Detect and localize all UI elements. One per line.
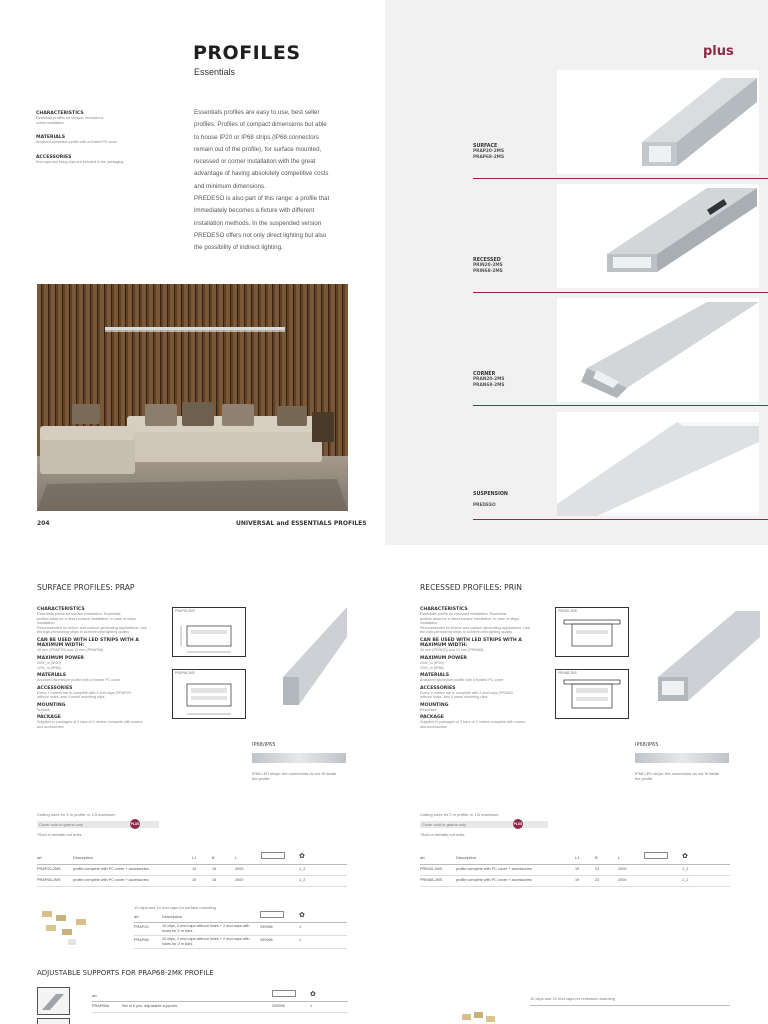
table-cell: 299956 <box>260 925 273 929</box>
spec-title: MAXIMUM POWER <box>420 656 467 661</box>
spec-title: PACKAGE <box>420 715 444 720</box>
table-header-cell: B <box>595 855 598 860</box>
spec-text: and accessories <box>420 724 447 729</box>
table-cell: 19 <box>192 867 197 871</box>
category-suspension <box>473 492 768 509</box>
table-cell: 1_2 <box>299 867 306 871</box>
surface-section-title: SURFACE PROFILES: PRAP <box>37 583 135 592</box>
package-icon: ✿ <box>299 912 305 919</box>
recessed-product-table <box>420 855 730 887</box>
table-cell: holes for 2 m bars <box>162 929 193 933</box>
ip-note <box>635 771 735 781</box>
spec-title: PACKAGE <box>37 715 61 720</box>
drawing-caption: PRAP20-2MS <box>175 609 195 613</box>
clips-photo <box>38 905 96 947</box>
category-divider <box>473 519 768 520</box>
table-cell: 23 <box>595 867 600 871</box>
barcode-icon <box>644 852 668 859</box>
ip-note <box>252 771 352 781</box>
cover-bar-label: Cover sold in grams only <box>39 822 84 827</box>
spec-text: installation. <box>420 621 439 625</box>
side-block-title: ACCESSORIES <box>36 155 72 160</box>
led-strip-photo <box>635 753 729 763</box>
section-drawing-icon <box>556 608 628 656</box>
recessed-drawing-ip20 <box>555 607 629 657</box>
table-cell: 2000 <box>235 878 244 882</box>
section-drawing-icon <box>556 670 628 718</box>
ip-note-line: the profile <box>252 776 270 781</box>
table-cell: 299906 <box>272 1004 285 1008</box>
page-subtitle: Essentials <box>194 67 236 77</box>
cover-bar-label: Cover sold in grams only <box>422 822 467 827</box>
table-header-cell: L1 <box>192 855 197 860</box>
support-photo <box>37 987 70 1015</box>
spec-title: ACCESSORIES <box>37 685 73 691</box>
intro-line: Essentials profiles are easy to use, best seller <box>194 109 320 116</box>
table-cell: 1 <box>299 925 302 929</box>
spec-text: 10 mm (PRAP20) and 12 mm (PRAP68) <box>37 647 103 652</box>
surface-drawing-ip68 <box>172 669 246 719</box>
category-code: PRIN68-2MS <box>473 269 503 274</box>
spec-text: Anodized aluminium profile with a frosted PC cover <box>420 678 504 682</box>
recessed-spec-list <box>420 607 548 729</box>
intro-line: PREDESO is also part of this range: a profile that <box>194 195 330 203</box>
table-header-cell: Description <box>162 914 183 919</box>
spec-text: 12W_m (IP68) <box>37 665 61 670</box>
ip-rating-label: IP68/IP65 <box>252 742 276 748</box>
table-header-cell: L <box>235 855 238 860</box>
intro-line: remain out of the profile), for surface mounted, <box>194 145 322 153</box>
spec-title: CAN BE USED WITH LED STRIPS WITH A MAXIMUM WIDTH: <box>37 637 139 648</box>
category-title: SURFACE <box>473 144 498 149</box>
intro-line: advantage of having absolutely competitive costs <box>194 170 329 178</box>
category-recessed <box>473 258 768 275</box>
spec-text: Essentials profile for surface installation. Essentials <box>37 612 121 616</box>
spec-text: Recommended for indoor and outdoor generating applications. Use <box>37 625 147 630</box>
accessories-block <box>36 155 146 165</box>
spec-title: ACCESSORIES <box>420 685 456 691</box>
spec-text: 12W_m (IP68) <box>420 665 444 670</box>
living-room-photo <box>37 284 348 511</box>
barcode-icon <box>272 990 296 997</box>
side-block-title: CHARACTERISTICS <box>36 111 84 116</box>
characteristics-block <box>36 111 146 125</box>
table-cell: 23 <box>595 878 600 882</box>
table-cell: 1_2 <box>299 878 306 882</box>
recessed-drawing-ip68 <box>555 669 629 719</box>
table-cell: 10 clips, 2 end caps without holes + 2 end caps with <box>162 924 250 928</box>
table-cell: PRAP68 <box>134 938 149 942</box>
section-drawing-icon <box>173 670 245 718</box>
intro-line: the possibility of indirect lighting. <box>194 244 283 252</box>
clips-illustration <box>458 1008 508 1024</box>
intro-paragraph <box>194 107 348 255</box>
spec-text: Anodized aluminium profile with a frosted PC cover <box>37 678 121 682</box>
table-header-cell: art <box>134 914 139 919</box>
side-block-text: Essentials profiles for surface, recessed or <box>36 116 104 120</box>
page-title: PROFILES <box>193 42 301 64</box>
cutting-rule-text: Cutting rules for 2 m profile: in 1/3 maximum <box>37 812 116 817</box>
spec-text: Every 2 meters bar is complete with 2 end caps (PRAP20 <box>37 690 131 695</box>
table-cell: 299996 <box>260 938 273 942</box>
intro-line: PREDESO offers not only direct lighting but also <box>194 231 327 239</box>
spec-text: without holes, and 4 metal mounting clips <box>37 695 105 699</box>
category-code: PRAN68-2MS <box>473 383 505 388</box>
table-header <box>134 914 347 922</box>
table-cell: 2000 <box>618 867 627 871</box>
spec-title: MAXIMUM POWER <box>37 656 84 661</box>
table-header <box>92 993 348 1001</box>
table-cell: PRAP68A <box>92 1004 110 1008</box>
drawing-caption: PRAP68-2MS <box>175 671 195 675</box>
table-header-cell: Description <box>73 855 94 860</box>
table-cell: 15 <box>212 867 217 871</box>
spec-text: Essentials profile for recessed installation. Essentials <box>420 612 507 616</box>
spec-text: Every 2 meters bar is complete with 2 end caps (PRIN20 <box>420 690 513 695</box>
clips-photo <box>458 1008 508 1024</box>
surface-profile-render <box>253 607 347 717</box>
plus-badge: PLUS <box>130 819 140 829</box>
ip-note-line: IP68 LED strips: the connectors do not fit inside <box>252 771 337 776</box>
table-cell: 2000 <box>618 878 627 882</box>
spec-title: CHARACTERISTICS <box>37 607 85 612</box>
ip-rating-label: IP68/IP65 <box>635 742 659 748</box>
barcode-icon <box>261 852 285 859</box>
table-cell: 1_2 <box>682 878 689 882</box>
clips-table <box>134 914 347 949</box>
category-surface <box>473 144 768 161</box>
table-cell: 19 <box>192 878 197 882</box>
intro-line: immediately becomes a fixture with different <box>194 207 315 215</box>
support-photo <box>37 1018 70 1024</box>
recessed-profile-render <box>636 607 760 717</box>
spec-title: MATERIALS <box>37 673 67 678</box>
table-cell: holes for 2 m bars <box>162 942 193 946</box>
table-cell: 1 <box>299 938 302 942</box>
side-block-text: Anodized aluminium profile with a frosted PC cover <box>36 140 118 144</box>
category-code: PRAN20-2MS <box>473 377 505 382</box>
spec-text: Recommended for indoor and outdoor generating applications. Use <box>420 625 530 630</box>
profile-illustration <box>253 607 347 717</box>
category-divider <box>473 178 768 179</box>
ip-note-line: IP68 LED strips: the connectors do not fit inside <box>635 771 720 776</box>
table-cell: PRIN20-2MS <box>420 867 443 871</box>
table-cell: PRIN68-2MS <box>420 878 443 882</box>
adjustable-supports-title: ADJUSTABLE SUPPORTS FOR PRAP68-2MK PROFILE <box>37 969 214 977</box>
materials-block <box>36 135 146 145</box>
category-divider <box>473 405 768 406</box>
spec-title: MOUNTING <box>37 702 66 708</box>
profile-illustration <box>636 607 760 717</box>
running-footer: UNIVERSAL and ESSENTIALS PROFILES <box>236 520 367 527</box>
spec-title: CHARACTERISTICS <box>420 607 468 612</box>
spec-text: installation. <box>37 621 56 625</box>
support-illustration <box>38 988 69 1014</box>
drawing-caption: PRIN68-2MS <box>558 671 577 675</box>
table-cell: Set of 6 pcs. adjustable supports <box>122 1004 178 1008</box>
surface-product-table <box>37 855 347 887</box>
clips-illustration <box>38 905 96 947</box>
category-code: PRIN20-2MS <box>473 263 503 268</box>
category-title: SUSPENSION <box>473 492 508 497</box>
side-block-text: End caps and fixing clips are included in the packaging <box>36 160 124 164</box>
spec-text: the high-performing strips to achieve best lighting quality. <box>37 630 130 634</box>
table-cell: PRAP20 <box>134 925 149 929</box>
spec-text: Surface <box>37 707 50 712</box>
led-strip-photo <box>252 753 346 763</box>
section-drawing-icon <box>173 608 245 656</box>
package-icon: ✿ <box>682 853 688 860</box>
table-header-cell: Description <box>456 855 477 860</box>
table-cell: 2000 <box>235 867 244 871</box>
spec-text: 20W_m (IP20) <box>37 661 61 665</box>
spec-title: CAN BE USED WITH LED STRIPS WITH A MAXIMUM WIDTH: <box>420 637 522 648</box>
table-cell: 10 clips, 2 end caps without holes + 2 end caps with <box>162 937 250 941</box>
table-cell: PRAP68-2MS <box>37 878 61 882</box>
table-header-cell: B <box>212 855 215 860</box>
surface-spec-list <box>37 607 165 729</box>
adjustable-table <box>92 993 348 1013</box>
sold-note: *Sold in metallic cut units <box>37 832 82 837</box>
table-cell: profile complete with PC cover + accessories <box>456 878 532 882</box>
table-row <box>420 876 730 886</box>
table-divider <box>134 948 347 949</box>
spec-text: and accessories <box>37 724 64 729</box>
spec-text: profiles allow for a direct surface installation, in case of strips <box>37 616 136 621</box>
spec-text: 10 mm (PRIN20) and 12 mm (PRIN68) <box>420 647 484 652</box>
table-divider <box>37 886 347 887</box>
table-cell: 1_2 <box>682 867 689 871</box>
side-block-text: corner installation <box>36 120 65 125</box>
table-row <box>37 865 347 875</box>
package-icon: ✿ <box>299 853 305 860</box>
spec-text: the high-performing strips to achieve best lighting quality. <box>420 630 513 634</box>
table-header-cell: art <box>92 993 97 998</box>
table-header-cell: L1 <box>575 855 580 860</box>
recessed-section-title: RECESSED PROFILES: PRIN <box>420 583 522 592</box>
category-code: PRAP20-2MS <box>473 149 505 154</box>
plus-label: plus <box>703 44 734 59</box>
table-row <box>134 936 347 948</box>
category-divider <box>473 292 768 293</box>
spec-text: Supplied in packages of 2 bars of 2 meters complete with covers <box>37 720 143 724</box>
spec-title: MOUNTING <box>420 702 449 708</box>
plus-badge: PLUS <box>513 819 523 829</box>
spec-title: MATERIALS <box>420 673 450 678</box>
category-corner <box>473 372 768 389</box>
spec-text: profiles allow for a direct surface installation, in case of strips <box>420 616 519 621</box>
surface-drawing-ip20 <box>172 607 246 657</box>
drawing-caption: PRIN20-2MS <box>558 609 577 613</box>
clips-caption: 10 clips and 10 end caps for recessed mounting <box>530 996 615 1001</box>
barcode-icon <box>260 911 284 918</box>
intro-line: profiles. Profiles of compact dimensions but able <box>194 121 327 129</box>
table-header-cell: L <box>618 855 621 860</box>
table-row <box>37 876 347 886</box>
package-icon: ✿ <box>310 991 316 998</box>
spec-text: without holes, and 4 metal mounting clips <box>420 695 488 699</box>
table-cell: profile complete with PC cover + accessories <box>73 867 149 871</box>
living-room-illustration <box>37 284 348 511</box>
table-cell: profile complete with PC cover + accessories <box>456 867 532 871</box>
table-row <box>420 865 730 875</box>
spec-text: Supplied in packages of 2 bars of 2 meters complete with covers <box>420 720 526 724</box>
table-header <box>420 855 730 864</box>
table-cell: profile complete with PC cover + accessories <box>73 878 149 882</box>
ip-note-line: the profile <box>635 776 653 781</box>
table-divider <box>92 1012 348 1013</box>
cutting-rule-text: Cutting rules for 2 m profile: in 1/3 maximum <box>420 812 499 817</box>
category-title: CORNER <box>473 372 496 377</box>
intro-line: to house IP20 or IP68 strips (IP68 connectors <box>194 133 319 141</box>
table-cell: 19 <box>575 867 580 871</box>
table-row <box>134 923 347 935</box>
spec-text: Recessed <box>420 707 437 712</box>
table-row <box>92 1002 348 1012</box>
sold-note: *Sold in metallic cut units <box>420 832 465 837</box>
intro-line: and minimum dimensions. <box>194 182 266 190</box>
table-divider <box>530 1005 730 1006</box>
table-cell: 15 <box>212 878 217 882</box>
table-cell: PRAP20-2MS <box>37 867 61 871</box>
table-header-cell: art <box>420 855 425 860</box>
intro-line: recessed or corner installation with the great <box>194 158 316 166</box>
table-header <box>37 855 347 864</box>
category-code: PRAP68-2MS <box>473 155 505 160</box>
table-cell: 1 <box>310 1004 313 1008</box>
page-number: 204 <box>37 520 50 527</box>
table-header-cell: art <box>37 855 42 860</box>
spec-text: 20W_m (IP20) <box>420 661 444 665</box>
side-block-title: MATERIALS <box>36 135 66 140</box>
table-divider <box>420 886 730 887</box>
category-code: PREDESO <box>473 503 496 508</box>
intro-line: installation methods. In the suspended version <box>194 219 322 227</box>
table-cell: 19 <box>575 878 580 882</box>
clips-caption: 10 clips and 10 end caps for surface mounting <box>134 905 216 910</box>
category-title: RECESSED <box>473 258 501 263</box>
